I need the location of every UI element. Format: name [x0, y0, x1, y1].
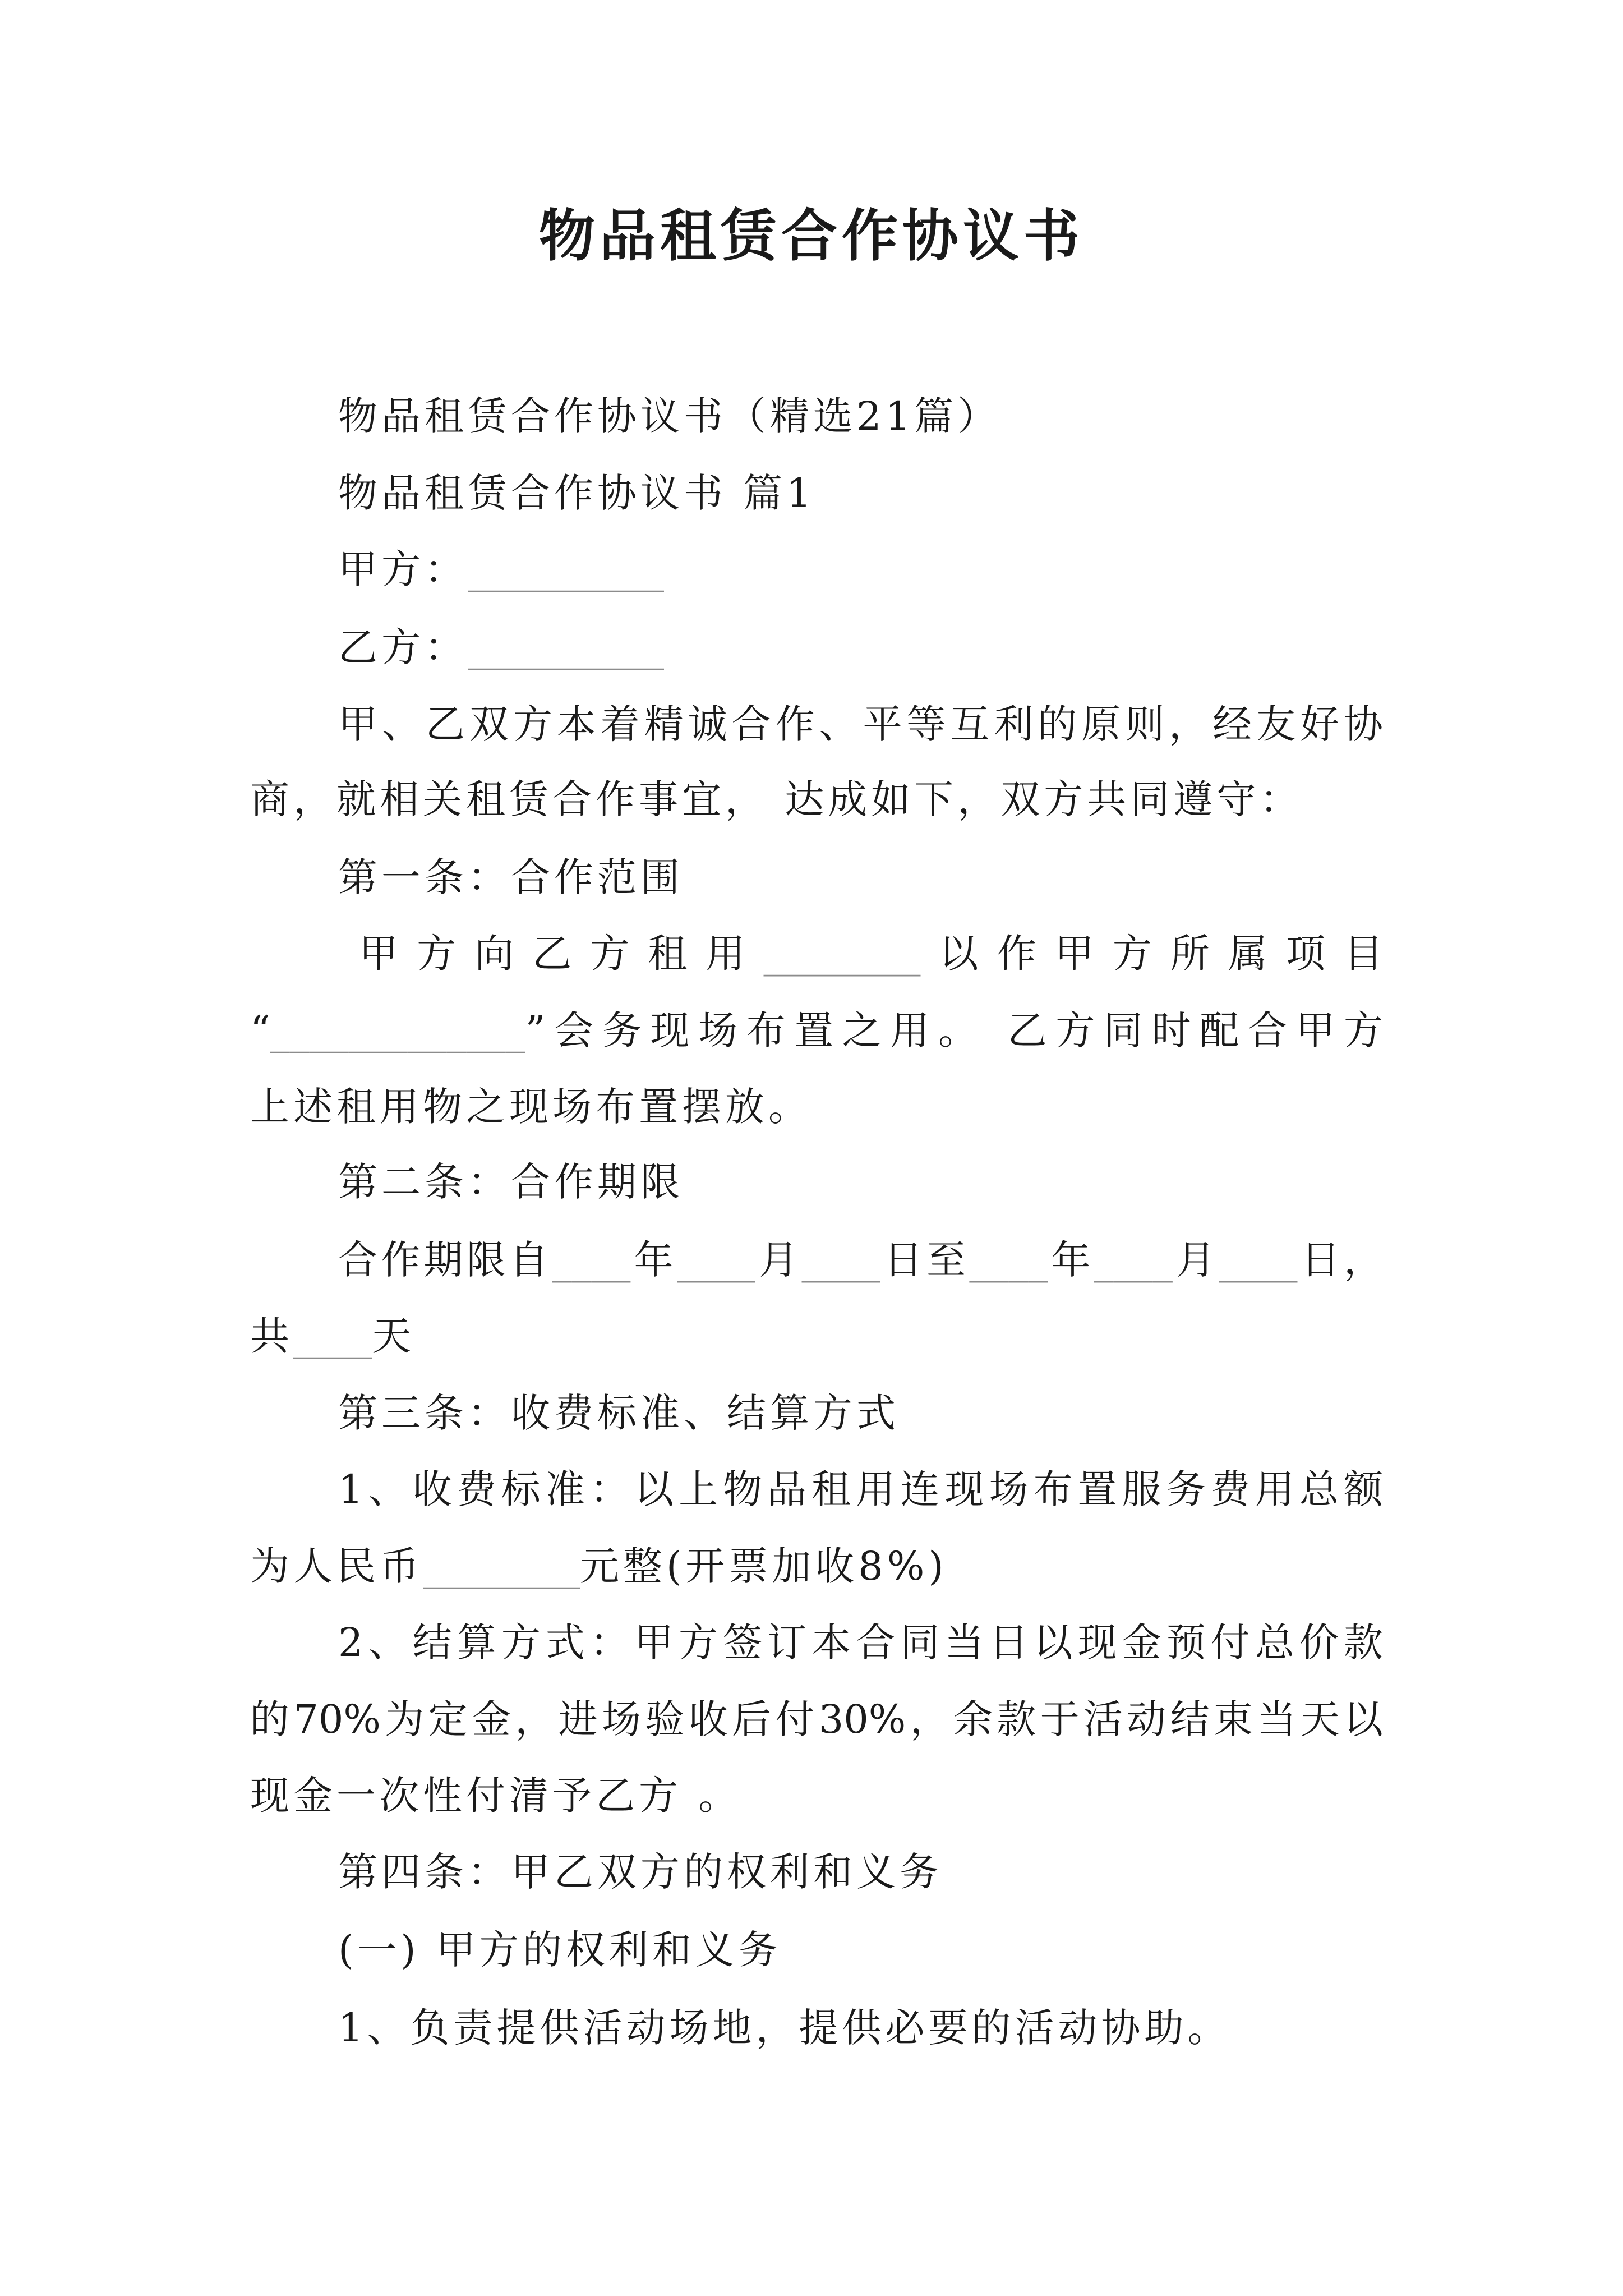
party-a-blank: __________ — [468, 546, 664, 592]
blank-field: ____ — [1094, 1237, 1173, 1283]
clause-3-line: 现金一次性付清予乙方 。 — [250, 1773, 742, 1819]
blank-field: ____ — [293, 1313, 372, 1359]
clause-text: 月 — [1172, 1237, 1219, 1283]
clause-text: 共 — [250, 1313, 293, 1359]
collection-title: 物品租赁合作协议书（精选21篇） — [338, 393, 1001, 439]
clause-text: 日至 — [880, 1237, 970, 1283]
blank-field: ____ — [1219, 1237, 1298, 1283]
clause-4-heading: 第四条：甲乙双方的权利和义务 — [338, 1849, 943, 1895]
clause-text: 甲方向乙方租用 — [359, 931, 764, 977]
clause-2-line — [250, 1308, 415, 1364]
clause-text: 为人民币 — [250, 1543, 423, 1589]
blank-field: ____ — [552, 1237, 631, 1283]
article-heading: 物品租赁合作协议书 篇1 — [338, 470, 815, 516]
clause-text: “ — [250, 1007, 270, 1053]
clause-text: 年 — [1048, 1237, 1094, 1283]
clause-2-heading: 第二条：合作期限 — [338, 1159, 684, 1205]
clause-1-line: 上述租用物之现场布置摆放。 — [250, 1084, 811, 1130]
clause-3-line — [250, 1538, 948, 1594]
clause-text: 合作期限自 — [338, 1237, 552, 1283]
clause-1-heading: 第一条：合作范围 — [338, 854, 684, 900]
clause-3-line: 1、收费标准：以上物品租用连现场布置服务费用总额 — [338, 1466, 1383, 1512]
party-b-label: 乙方： — [338, 624, 468, 670]
preamble-line: 甲、乙双方本着精诚合作、平等互利的原则，经友好协 — [338, 701, 1383, 747]
party-a-label: 甲方： — [338, 546, 468, 592]
preamble-line: 商，就相关租赁合作事宜， 达成如下，双方共同遵守： — [250, 776, 1303, 822]
clause-text: 年 — [630, 1237, 677, 1283]
blank-field: ____ — [969, 1237, 1048, 1283]
clause-4-subheading: (一) 甲方的权利和义务 — [338, 1927, 782, 1973]
clause-text: 日， — [1297, 1237, 1383, 1283]
clause-1-line — [359, 926, 1383, 982]
blank-field: _____________ — [270, 1007, 525, 1053]
clause-text: 天 — [372, 1313, 415, 1359]
clause-3-line: 2、结算方式：甲方签订本合同当日以现金预付总价款 — [338, 1619, 1383, 1665]
clause-text: 月 — [755, 1237, 802, 1283]
blank-field: ________ — [763, 931, 921, 977]
clause-2-line — [338, 1232, 1383, 1288]
clause-1-line — [250, 1002, 1383, 1059]
party-a-line — [338, 541, 664, 597]
clause-3-line: 的70%为定金，进场验收后付30%，余款于活动结束当天以 — [250, 1696, 1383, 1742]
clause-text: ”会务现场布置之用。 乙方同时配合甲方 — [525, 1007, 1383, 1053]
clause-3-heading: 第三条：收费标准、结算方式 — [338, 1390, 900, 1436]
blank-field: ____ — [676, 1237, 755, 1283]
party-b-blank: __________ — [468, 624, 664, 670]
blank-field: ________ — [423, 1543, 580, 1589]
party-b-line — [338, 619, 664, 675]
blank-field: ____ — [801, 1237, 880, 1283]
clause-4-line: 1、负责提供活动场地，提供必要的活动协助。 — [338, 2005, 1231, 2051]
document-title: 物品租赁合作协议书 — [539, 203, 1084, 269]
clause-text: 元整(开票加收8%) — [580, 1543, 948, 1589]
clause-text: 以作甲方所属项目 — [920, 931, 1383, 977]
